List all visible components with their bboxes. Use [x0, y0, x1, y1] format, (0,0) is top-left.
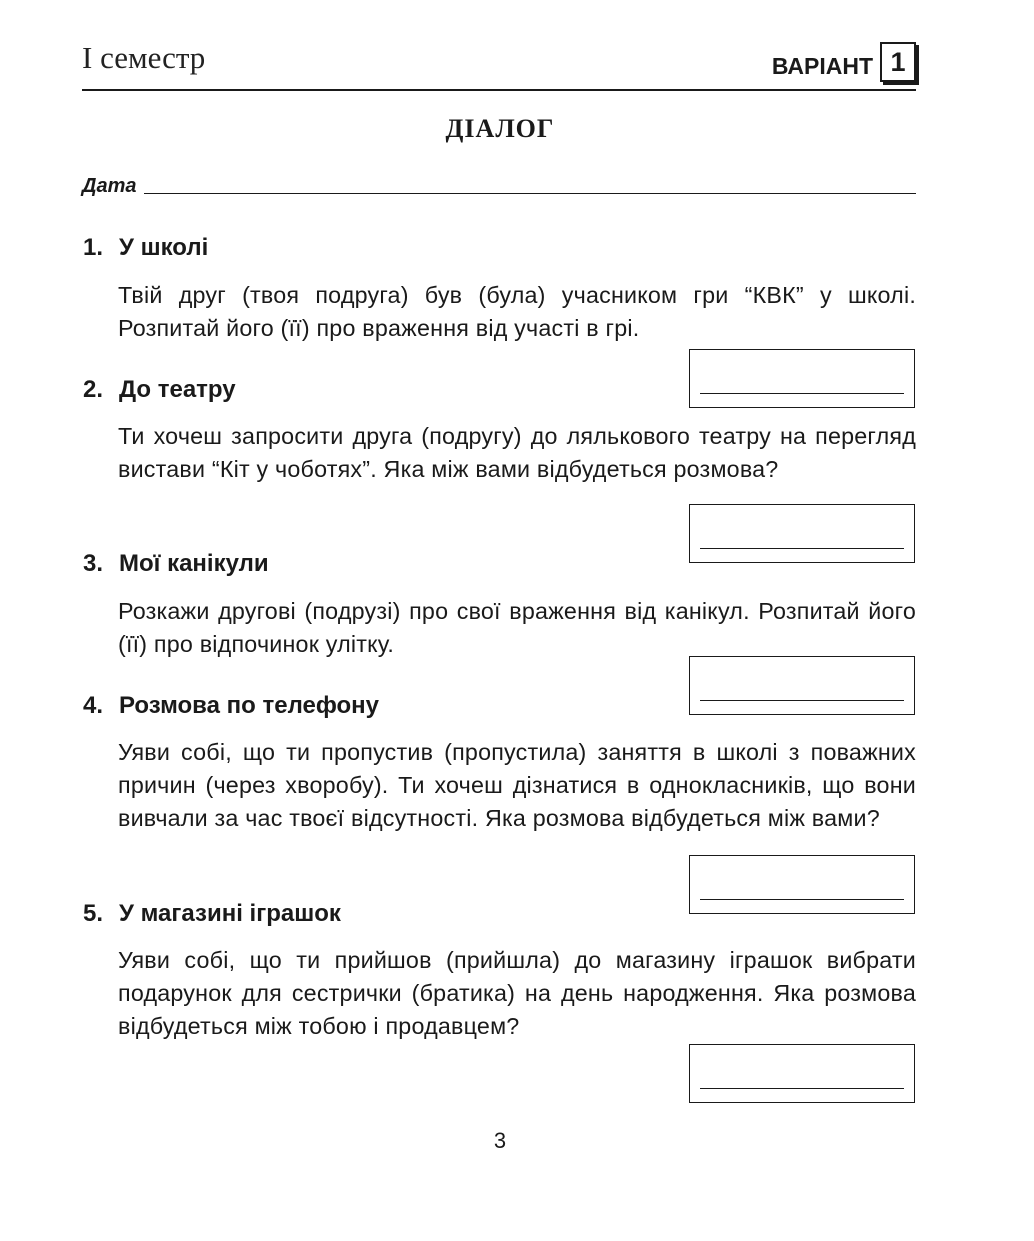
task-title: До театру: [119, 376, 236, 403]
task-title: У магазині іграшок: [119, 900, 341, 927]
score-line: [700, 1088, 904, 1089]
date-input-line[interactable]: [144, 193, 916, 194]
task-number: 1.: [83, 234, 104, 261]
page-title: ДІАЛОГ: [445, 114, 555, 143]
task-5-score-box[interactable]: [689, 1044, 915, 1103]
task-1-score-box[interactable]: [689, 349, 915, 408]
task-1-heading: [83, 234, 208, 262]
task-title: Розмова по телефону: [119, 692, 380, 719]
task-5-text: Уяви собі, що ти прийшов (прийшла) до магазину іграшок вибрати подарунок для сестрички (братика) на день народження. Яка розмова відбудеться між тобою і продавцем?: [118, 947, 916, 1039]
score-line: [700, 899, 904, 900]
task-1-text: Твій друг (твоя подруга) був (була) учасником гри “КВК” у школі. Розпитай його (її) про враження від участі в грі.: [118, 282, 916, 341]
date-field: [82, 175, 916, 198]
task-3-score-box[interactable]: [689, 656, 915, 715]
task-number: 2.: [83, 376, 104, 403]
header-divider: [82, 89, 916, 91]
task-2-text: Ти хочеш запросити друга (подругу) до лялькового театру на перегляд вистави “Кіт у чоботях”. Яка між вами відбудеться розмова?: [118, 423, 916, 482]
score-line: [700, 700, 904, 701]
task-5-heading: [83, 900, 341, 928]
task-number: 4.: [83, 692, 104, 719]
score-line: [700, 548, 904, 549]
variant-number: 1: [880, 42, 916, 82]
task-3-heading: [83, 550, 269, 578]
task-number: 5.: [83, 900, 104, 927]
task-2-heading: [83, 376, 236, 404]
task-3-text: Розкажи другові (подрузі) про свої враження від канікул. Розпитай його (її) про відпочинок улітку.: [118, 598, 916, 657]
task-2-score-box[interactable]: [689, 504, 915, 563]
task-4-score-box[interactable]: [689, 855, 915, 914]
task-title: Мої канікули: [119, 550, 269, 577]
task-4-heading: [83, 692, 379, 720]
page-number: 3: [493, 1128, 507, 1153]
variant-label: ВАРІАНТ: [771, 53, 873, 79]
task-title: У школі: [119, 234, 209, 261]
date-label: Дата: [82, 175, 137, 197]
variant-badge: [772, 42, 916, 82]
task-number: 3.: [83, 550, 104, 577]
semester-label: І семестр: [82, 40, 206, 75]
task-4-text: Уяви собі, що ти пропустив (пропустила) заняття в школі з поважних причин (через хворобу). Ти хочеш дізнатися в однокласників, що вони вивчали за час твоєї відсутності. Яка розмова відбудеться між вами?: [118, 739, 916, 831]
score-line: [700, 393, 904, 394]
